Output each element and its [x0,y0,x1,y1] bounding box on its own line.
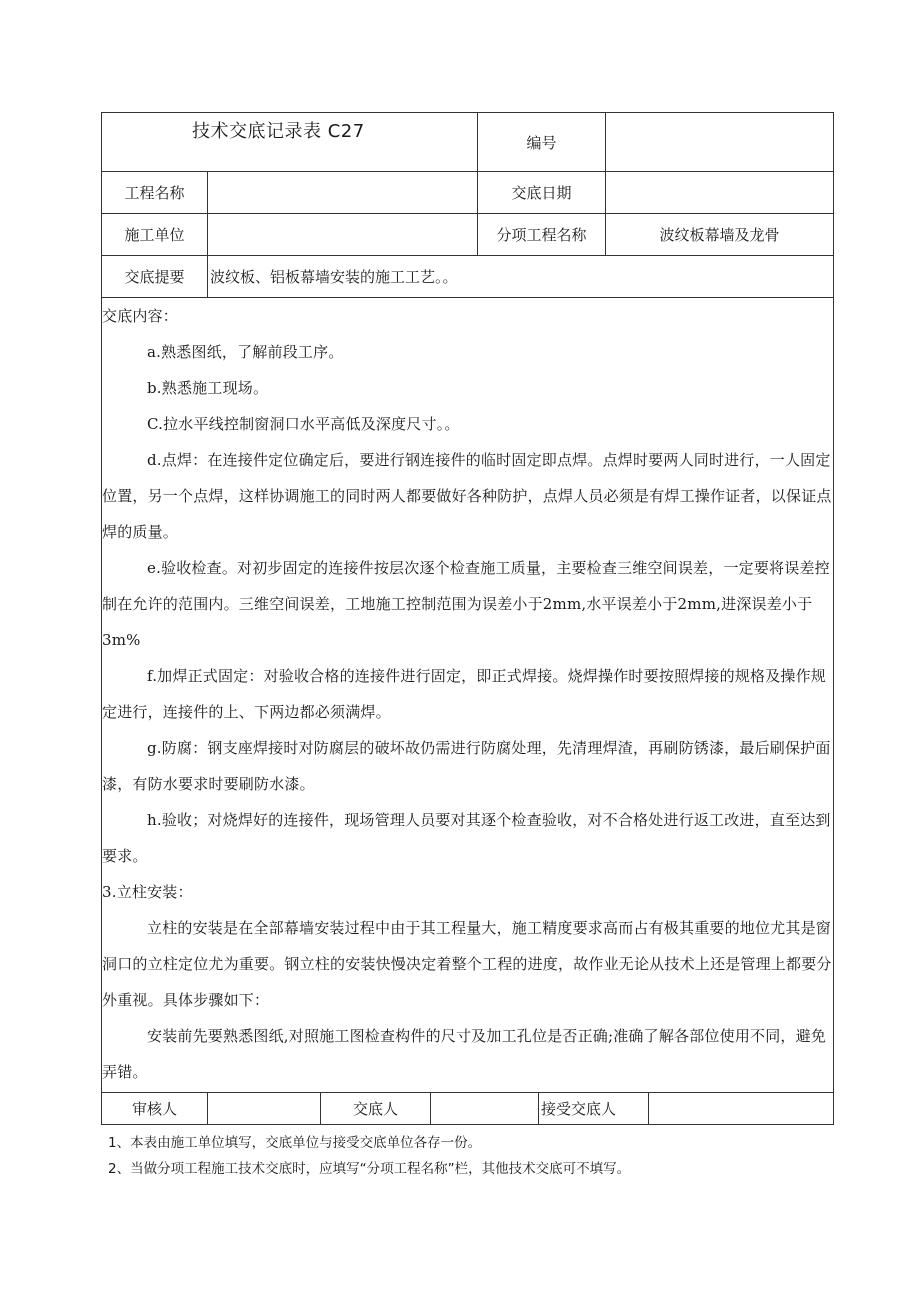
paragraph-a: a.熟悉图纸，了解前段工序。 [147,343,344,361]
reviewer-label: 审核人 [102,1093,208,1125]
date-field[interactable] [606,172,834,214]
date-label: 交底日期 [478,172,606,214]
form-title: 技术交底记录表 C27 [192,121,365,142]
note-1: 1、本表由施工单位填写，交底单位与接受交底单位各存一份。 [108,1135,482,1151]
unit-label: 施工单位 [102,214,208,256]
signature-table [101,1092,834,1125]
note-2: 2、当做分项工程施工技术交底时，应填写“分项工程名称”栏，其他技术交底可不填写。 [108,1161,631,1177]
subproject-label: 分项工程名称 [478,214,606,256]
unit-field[interactable] [208,214,478,256]
discloser-label: 交底人 [321,1093,431,1125]
paragraph-g: g.防腐：钢支座焊接时对防腐层的破坏故仍需进行防腐处理，先清理焊渣，再刷防锈漆，最后刷保护面漆，有防水要求时要刷防水漆。 [102,739,831,793]
section3-paragraph-1: 立柱的安装是在全部幕墙安装过程中由于其工程量大，施工精度要求高而占有极其重要的地位尤其是窗洞口的立柱定位尤为重要。钢立柱的安装快慢决定着整个工程的进度，故作业无论从技术上还是管理上都要分外重视。具体步骤如下： [102,919,832,1009]
paragraph-c: C.拉水平线控制窗洞口水平高低及深度尺寸。。 [147,415,460,433]
project-name-label: 工程名称 [102,172,208,214]
section3-paragraph-2: 安装前先要熟悉图纸,对照施工图检查构件的尺寸及加工孔位是否正确;准确了解各部位使用不同，避免弄错。 [102,1027,827,1081]
paragraph-e: e.验收检查。对初步固定的连接件按层次逐个检查施工质量，主要检查三维空间误差，一定要将误差控制在允许的范围内。三维空间误差，工地施工控制范围为误差小于2mm,水平误差小于2mm,进深误差小于3m% [102,559,830,649]
discloser-field[interactable] [431,1093,539,1125]
number-field[interactable] [606,113,834,172]
disclosure-form [101,112,833,1125]
form-table [101,112,834,1093]
section3-heading: 3.立柱安装： [102,883,193,901]
paragraph-f: f.加焊正式固定：对验收合格的连接件进行固定，即正式焊接。烧焊操作时要按照焊接的规格及操作规定进行，连接件的上、下两边都必须满焊。 [102,667,826,721]
paragraph-b: b.熟悉施工现场。 [147,379,269,397]
content-cell [102,298,834,1093]
number-label: 编号 [478,113,606,172]
summary-field[interactable]: 波纹板、铝板幕墙安装的施工工艺。。 [208,256,834,298]
paragraph-h: h.验收；对烧焊好的连接件，现场管理人员要对其逐个检查验收，对不合格处进行返工改进，直至达到要求。 [102,811,831,865]
subproject-field[interactable]: 波纹板幕墙及龙骨 [606,214,834,256]
summary-label: 交底提要 [102,256,208,298]
title-cell [102,113,478,172]
content-heading: 交底内容： [102,307,179,325]
form-notes [108,1130,630,1182]
paragraph-d: d.点焊：在连接件定位确定后，要进行钢连接件的临时固定即点焊。点焊时要两人同时进行，一人固定位置，另一个点焊，这样协调施工的同时两人都要做好各种防护，点焊人员必须是有焊工操作证者，以保证点焊的质量。 [102,451,832,541]
receiver-label: 接受交底人 [539,1093,649,1125]
project-name-field[interactable] [208,172,478,214]
reviewer-field[interactable] [208,1093,321,1125]
receiver-field[interactable] [649,1093,834,1125]
disclosure-content [102,298,833,1092]
